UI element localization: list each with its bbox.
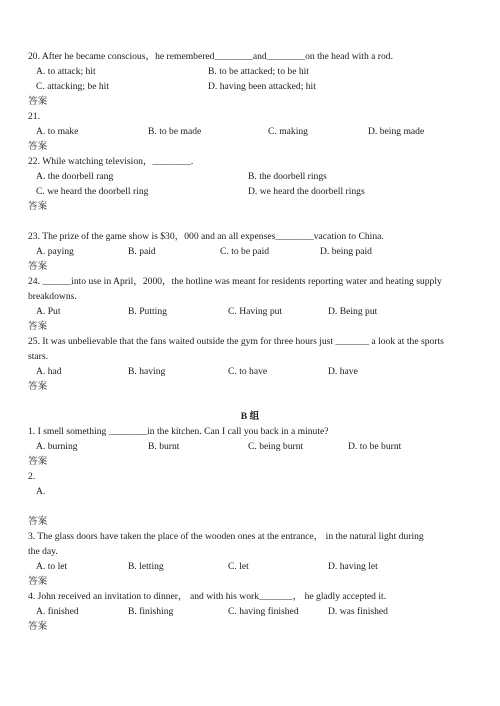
b2-option-a: A. (36, 486, 46, 497)
b3-option-a: A. to let (36, 561, 68, 572)
b3-option-c: C. let (228, 561, 249, 572)
q22-option-c: C. we heard the doorbell ring (36, 186, 149, 197)
q24-option-c: C. Having put (228, 306, 283, 317)
b3-option-b: B. letting (128, 561, 164, 572)
q25-option-a: A. had (36, 366, 62, 377)
q24-option-b: B. Putting (128, 306, 167, 317)
question-22-stem: 22. While watching television，________. (28, 156, 194, 167)
question-b2-stem: 2. (28, 471, 36, 482)
question-b3-stem: 3. The glass doors have taken the place of the wooden ones at the entrance， in the natural light during (28, 531, 424, 542)
q21-option-a: A. to make (36, 126, 79, 137)
question-24-stem: 24. ______into use in April，2000，the hotline was meant for residents reporting water and heating supply (28, 276, 442, 287)
q23-answer-label: 答案 (28, 261, 48, 272)
b3-answer-label: 答案 (28, 576, 48, 587)
question-b1-stem: 1. I smell something ________in the kitchen. Can I call you back in a minute? (28, 426, 329, 437)
q25-option-c: C. to have (228, 366, 268, 377)
q22-option-d: D. we heard the doorbell rings (248, 186, 365, 197)
q20-answer-label: 答案 (28, 96, 48, 107)
question-b4-stem: 4. John received an invitation to dinner， and with his work_______， he gladly accepted it. (28, 591, 387, 602)
question-25-stem-continued: stars. (28, 351, 48, 362)
q20-option-c: C. attacking; be hit (36, 81, 110, 92)
b1-answer-label: 答案 (28, 456, 48, 467)
question-21-stem: 21. (28, 111, 40, 122)
q21-option-d: D. being made (368, 126, 425, 137)
b2-answer-label: 答案 (28, 516, 48, 527)
b4-answer-label: 答案 (28, 621, 48, 632)
b1-option-c: C. being burnt (248, 441, 304, 452)
b4-option-c: C. having finished (228, 606, 299, 617)
b4-option-d: D. was finished (328, 606, 388, 617)
q22-option-a: A. the doorbell rang (36, 171, 114, 182)
question-24-stem-continued: breakdowns. (28, 291, 77, 302)
q21-option-c: C. making (268, 126, 308, 137)
question-25-stem: 25. It was unbelievable that the fans waited outside the gym for three hours just _______ a look at the sports (28, 336, 444, 347)
q22-answer-label: 答案 (28, 201, 48, 212)
q21-option-b: B. to be made (148, 126, 202, 137)
q23-option-d: D. being paid (320, 246, 372, 257)
q23-option-a: A. paying (36, 246, 74, 257)
q24-option-a: A. Put (36, 306, 61, 317)
q24-option-d: D. Being put (328, 306, 378, 317)
q25-option-d: D. have (328, 366, 358, 377)
q20-option-b: B. to be attacked; to be hit (208, 66, 309, 77)
question-20-stem: 20. After he became conscious，he remembered________and________on the head with a rod. (28, 51, 393, 62)
b1-option-b: B. burnt (148, 441, 180, 452)
q25-answer-label: 答案 (28, 381, 48, 392)
question-23-stem: 23. The prize of the game show is $30，000 and an all expenses________vacation to China. (28, 231, 384, 242)
section-b-heading: B 组 (240, 411, 260, 422)
q25-option-b: B. having (128, 366, 166, 377)
b1-option-d: D. to be burnt (348, 441, 402, 452)
q20-option-a: A. to attack; hit (36, 66, 96, 77)
b4-option-b: B. finishing (128, 606, 174, 617)
q20-option-d: D. having been attacked; hit (208, 81, 316, 92)
q24-answer-label: 答案 (28, 321, 48, 332)
b1-option-a: A. burning (36, 441, 78, 452)
b3-option-d: D. having let (328, 561, 378, 572)
b4-option-a: A. finished (36, 606, 79, 617)
q23-option-b: B. paid (128, 246, 156, 257)
q23-option-c: C. to be paid (220, 246, 270, 257)
q22-option-b: B. the doorbell rings (248, 171, 327, 182)
question-b3-stem-continued: the day. (28, 546, 58, 557)
q21-answer-label: 答案 (28, 141, 48, 152)
